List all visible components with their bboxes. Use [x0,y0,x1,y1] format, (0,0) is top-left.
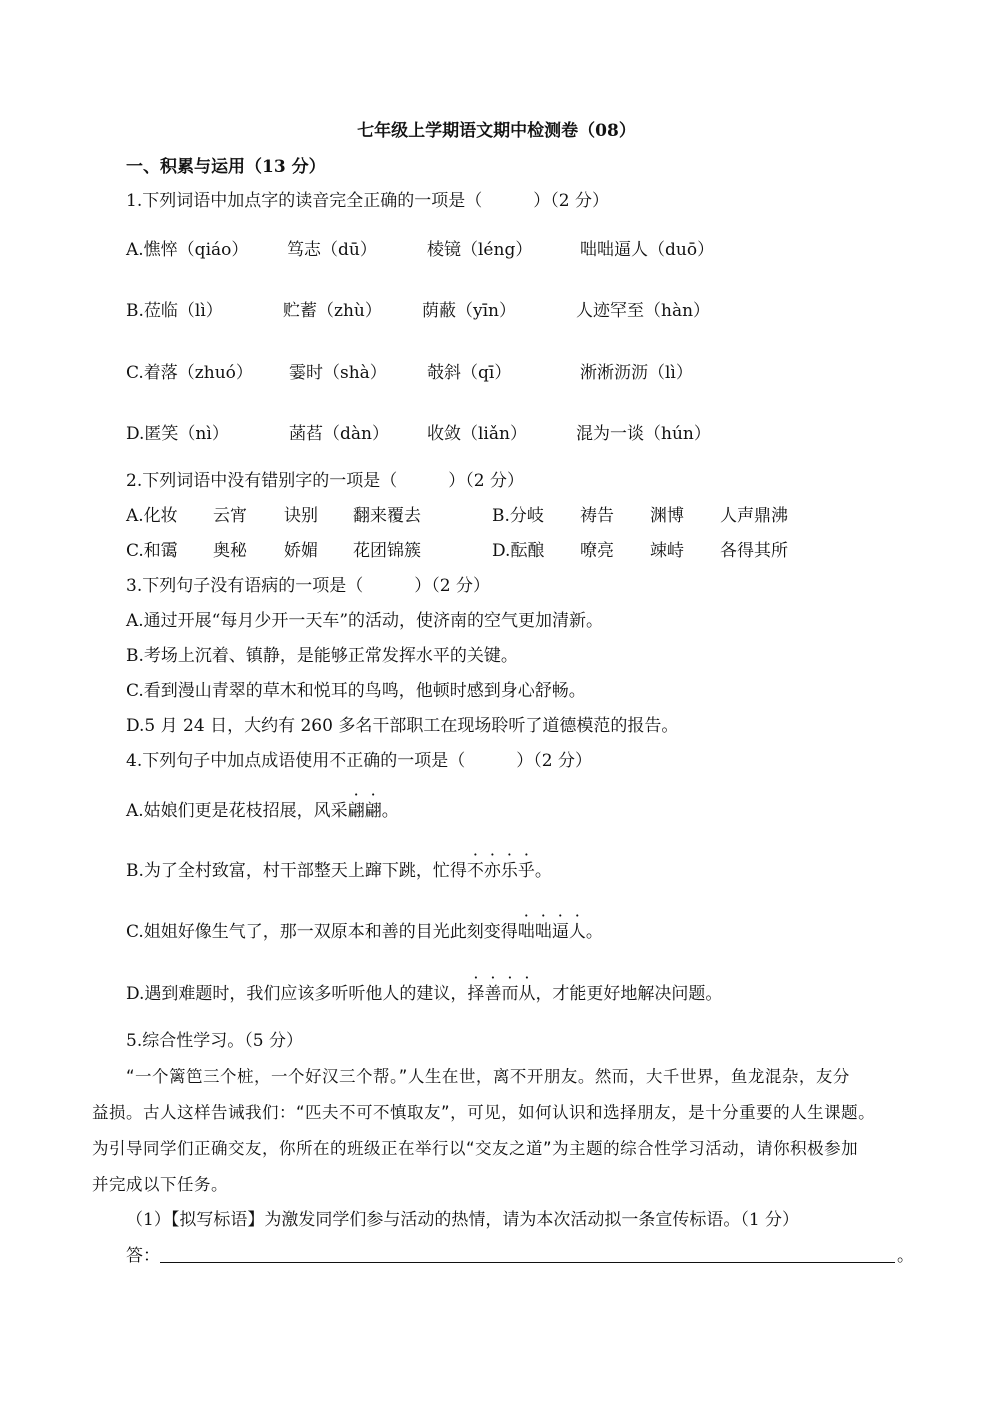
q1-d-word-2: 菡萏（dàn） [289,424,389,444]
q1-c-word-3: 攲斜（qī） [427,363,512,383]
q2-word: 云宵 [213,506,247,526]
q1-b-word-4: 人迹罕至（hàn） [576,301,711,321]
question-2-stem: 2.下列词语中没有错别字的一项是（ ）（2 分） [126,471,524,491]
answer-end: 。 [897,1246,914,1266]
dotted-idiom: 不亦乐乎 [466,861,535,881]
q4-option-b: B.为了全村致富，村干部整天上蹿下跳，忙得不亦乐乎。 [126,861,552,881]
q2-word: 竦峙 [650,541,684,561]
q2-word: A.化妆 [126,506,178,526]
q2-word: 渊博 [650,506,684,526]
dotted-idiom: 择善而从 [467,984,536,1004]
q1-c-word-4: 淅淅沥沥（lì） [580,363,693,383]
question-3-stem: 3.下列句子没有语病的一项是（ ）（2 分） [126,576,490,596]
q3-option-b: B.考场上沉着、镇静，是能够正常发挥水平的关键。 [126,646,518,666]
q5-paragraph-line-2: 益损。古人这样告诫我们：“匹夫不可不慎取友”，可见，如何认识和选择朋友，是十分重要的人生课题。 [92,1103,876,1122]
q5-task-1: （1）【拟写标语】为激发同学们参与活动的热情，请为本次活动拟一条宣传标语。（1 分） [126,1210,800,1230]
q1-c-word-1: C.着落（zhuó） [126,363,253,383]
q2-word: C.和霭 [126,541,178,561]
q2-word: 祷告 [580,506,614,526]
q4-option-a: A.姑娘们更是花枝招展，风采翩翩。 [126,801,399,821]
question-5-stem: 5.综合性学习。（5 分） [126,1031,303,1051]
q1-a-word-3: 棱镜（léng） [427,240,533,260]
q2-word: 人声鼎沸 [720,506,788,526]
page-title: 七年级上学期语文期中检测卷（08） [357,121,636,141]
question-4-stem: 4.下列句子中加点成语使用不正确的一项是（ ）（2 分） [126,751,592,771]
q2-word: 嘹亮 [580,541,614,561]
q1-a-word-2: 笃志（dū） [287,240,377,260]
q3-option-a: A.通过开展“每月少开一天车”的活动，使济南的空气更加清新。 [126,611,604,631]
q3-option-c: C.看到漫山青翠的草木和悦耳的鸟鸣，他顿时感到身心舒畅。 [126,681,586,701]
answer-line[interactable] [160,1262,895,1263]
q2-word: 翻来覆去 [353,506,421,526]
q2-word: 诀别 [284,506,318,526]
q2-word: 娇媚 [284,541,318,561]
section-heading: 一、积累与运用（13 分） [126,157,326,177]
q1-a-word-1: A.憔悴（qiáo） [126,240,249,260]
q5-paragraph-line-1: “一个篱笆三个桩，一个好汉三个帮。”人生在世，离不开朋友。然而，大千世界，鱼龙混杂，友分 [126,1067,850,1086]
q2-word: 花团锦簇 [353,541,421,561]
q1-d-word-1: D.匿笑（nì） [126,424,229,444]
q4-option-c: C.姐姐好像生气了，那一双原本和善的目光此刻变得咄咄逼人。 [126,922,603,942]
q2-word: 奥秘 [213,541,247,561]
q5-paragraph-line-3: 为引导同学们正确交友，你所在的班级正在举行以“交友之道”为主题的综合性学习活动，请你积极参加 [92,1139,859,1158]
q1-a-word-4: 咄咄逼人（duō） [580,240,715,260]
q4-option-d: D.遇到难题时，我们应该多听听他人的建议，择善而从，才能更好地解决问题。 [126,984,723,1004]
q1-b-word-3: 荫蔽（yīn） [422,301,516,321]
question-1-stem: 1.下列词语中加点字的读音完全正确的一项是（ ）（2 分） [126,191,609,211]
q1-d-word-4: 混为一谈（hún） [576,424,711,444]
q2-word: D.酝酿 [492,541,545,561]
q1-d-word-3: 收敛（liǎn） [427,424,527,444]
dotted-idiom: 翩翩 [347,801,382,821]
q1-b-word-2: 贮蓄（zhù） [283,301,382,321]
dotted-idiom: 咄咄逼人 [517,922,586,942]
q1-c-word-2: 霎时（shà） [289,363,387,383]
q1-b-word-1: B.莅临（lì） [126,301,223,321]
q2-word: 各得其所 [720,541,788,561]
q2-word: B.分岐 [492,506,544,526]
q5-paragraph-line-4: 并完成以下任务。 [92,1175,228,1194]
answer-label: 答： [126,1246,160,1266]
q3-option-d: D.5 月 24 日，大约有 260 多名干部职工在现场聆听了道德模范的报告。 [126,716,679,736]
